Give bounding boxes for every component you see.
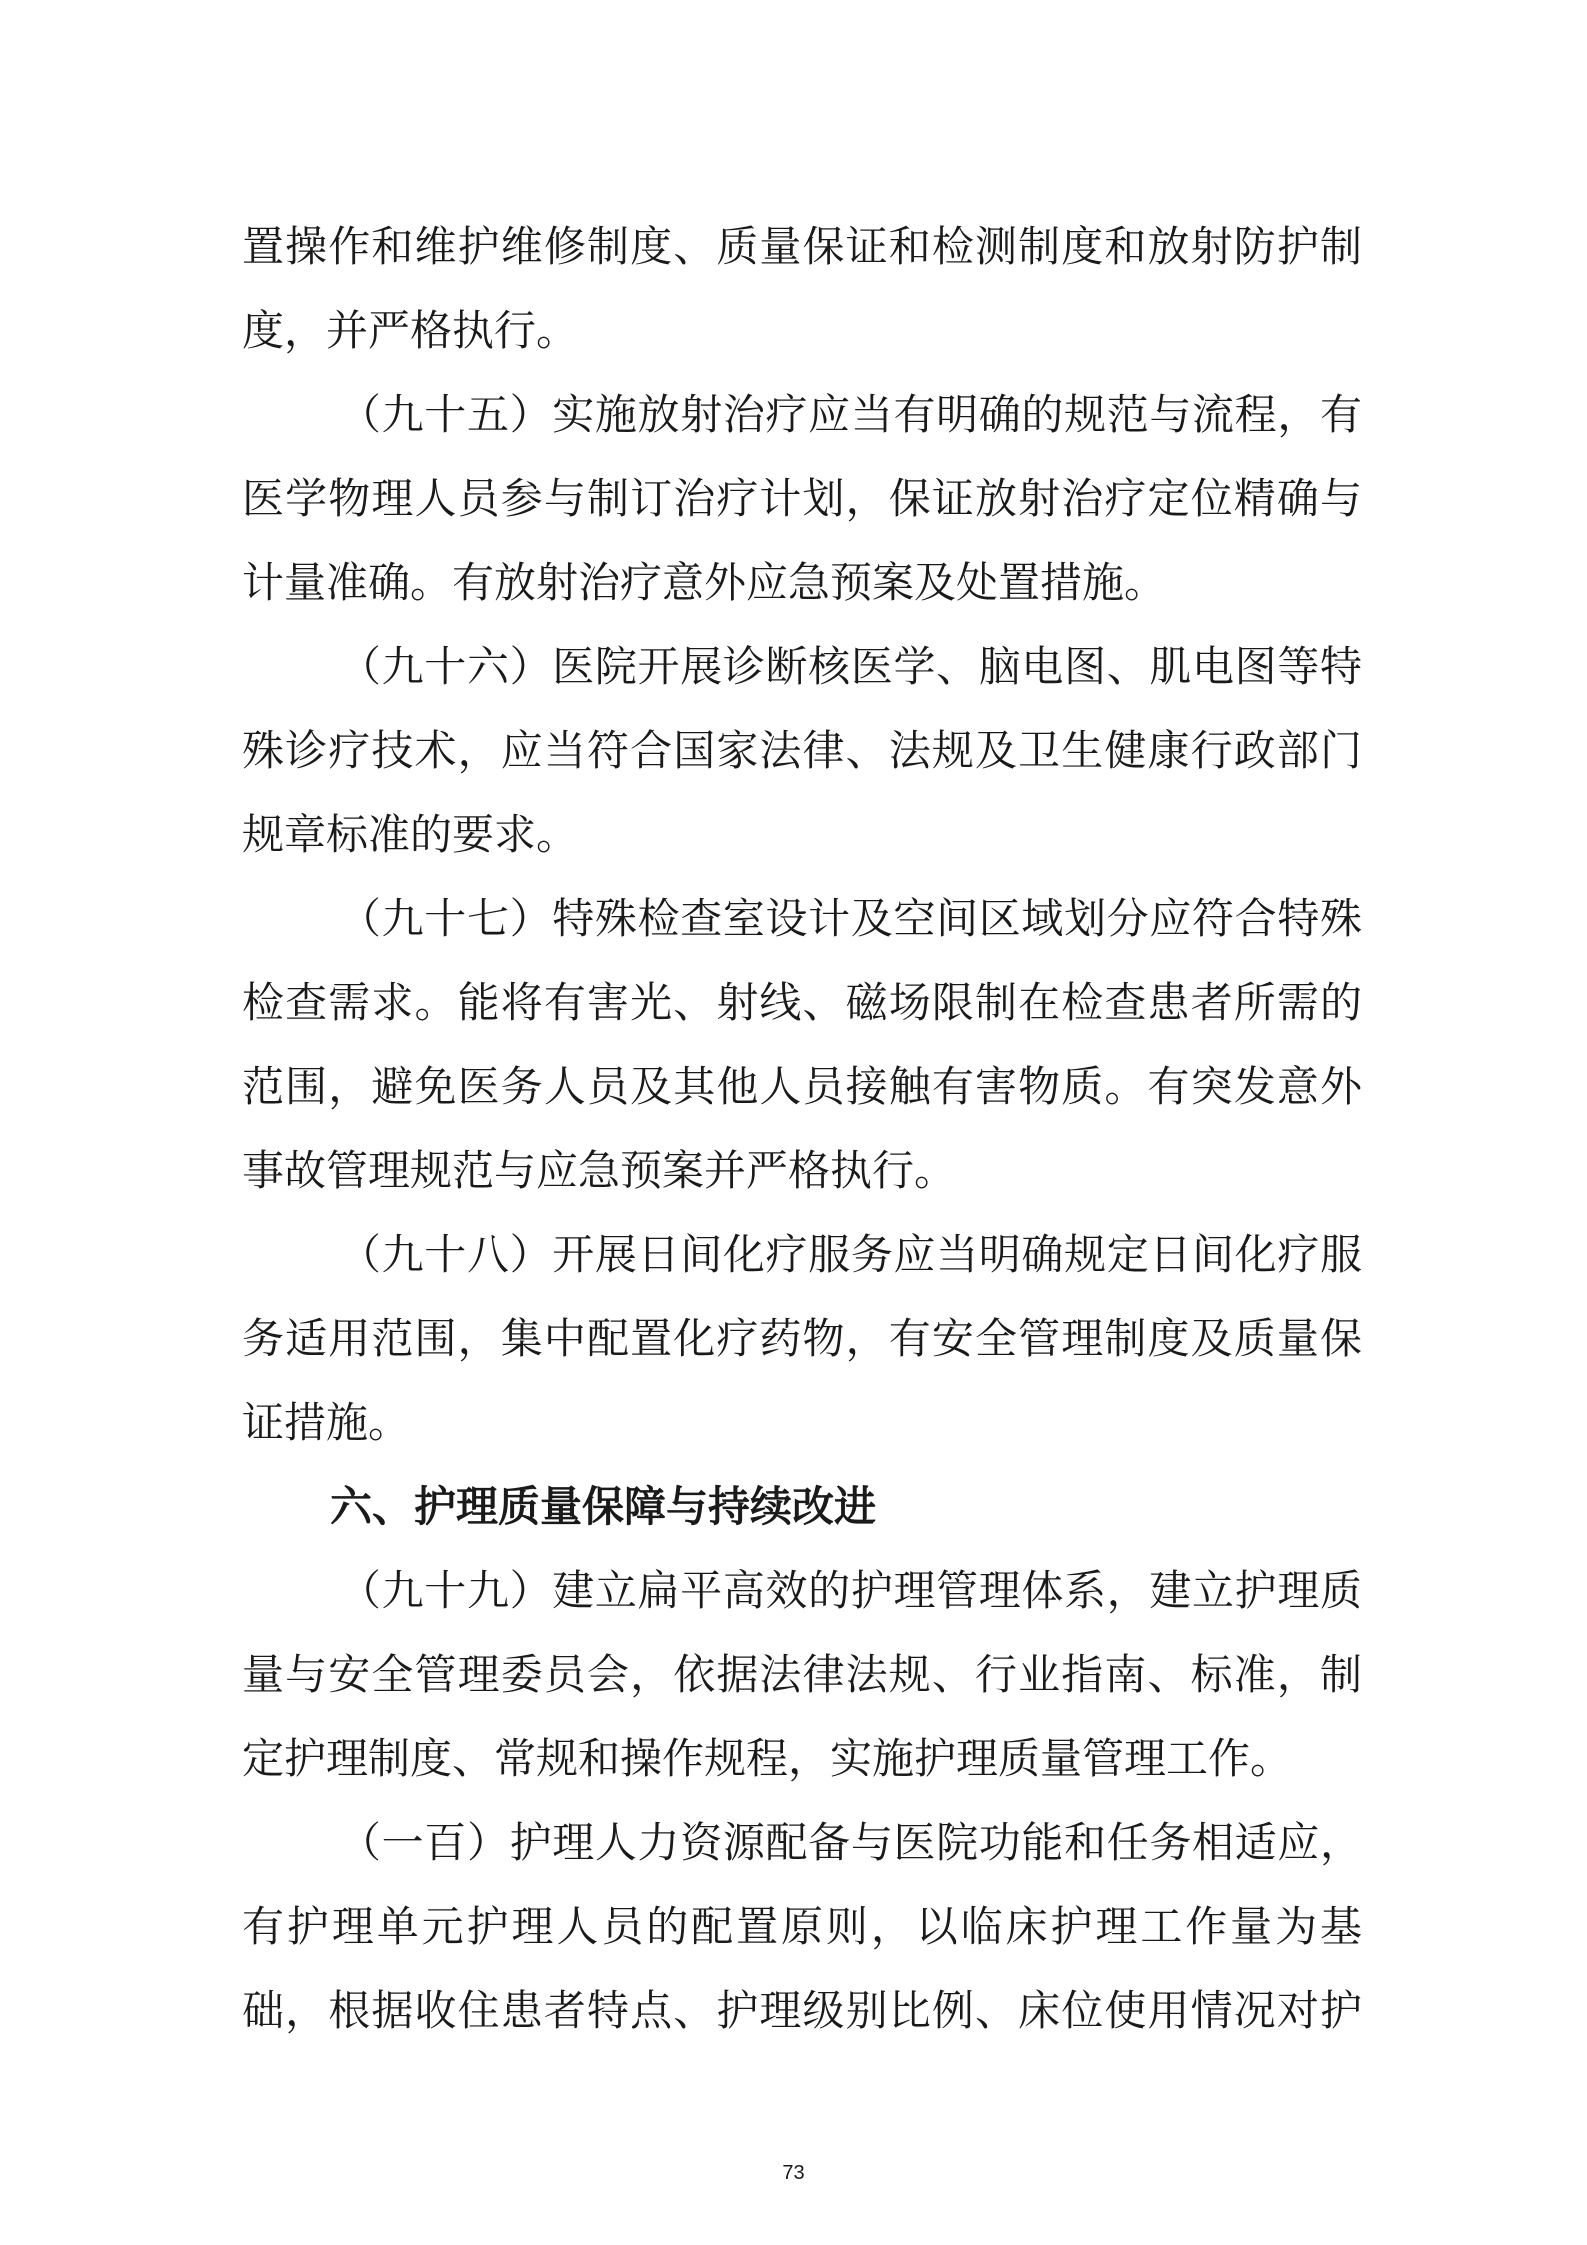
text-line: 证措施。 xyxy=(242,1398,411,1447)
text-line: 置操作和维护维修制度、质量保证和检测制度和放射防护制 xyxy=(242,222,1362,271)
section-heading: 六、护理质量保障与持续改进 xyxy=(330,1482,877,1531)
text-line: 务适用范围，集中配置化疗药物，有安全管理制度及质量保 xyxy=(242,1314,1362,1363)
text-line: 定护理制度、常规和操作规程，实施护理质量管理工作。 xyxy=(242,1734,1293,1783)
text-line: 规章标准的要求。 xyxy=(242,810,579,859)
text-line: （九十九）建立扁平高效的护理管理体系，建立护理质 xyxy=(339,1566,1362,1615)
text-line: 量与安全管理委员会，依据法律法规、行业指南、标准，制 xyxy=(242,1650,1362,1699)
text-line: 计量准确。有放射治疗意外应急预案及处置措施。 xyxy=(242,558,1167,607)
page-number: 73 xyxy=(782,2162,805,2184)
text-line: 事故管理规范与应急预案并严格执行。 xyxy=(242,1146,957,1195)
text-line: 医学物理人员参与制订治疗计划，保证放射治疗定位精确与 xyxy=(242,474,1362,523)
text-line: （一百）护理人力资源配备与医院功能和任务相适应， xyxy=(339,1818,1362,1867)
text-line: 有护理单元护理人员的配置原则，以临床护理工作量为基 xyxy=(242,1902,1362,1951)
text-line: 础，根据收住患者特点、护理级别比例、床位使用情况对护 xyxy=(242,1986,1362,2035)
text-line: 范围，避免医务人员及其他人员接触有害物质。有突发意外 xyxy=(242,1062,1362,1111)
text-line: （九十五）实施放射治疗应当有明确的规范与流程，有 xyxy=(339,390,1362,439)
text-line: 殊诊疗技术，应当符合国家法律、法规及卫生健康行政部门 xyxy=(242,726,1362,775)
text-line: （九十六）医院开展诊断核医学、脑电图、肌电图等特 xyxy=(339,642,1362,691)
body-text xyxy=(242,205,1362,2053)
text-line: 度，并严格执行。 xyxy=(242,306,579,355)
text-line: （九十七）特殊检查室设计及空间区域划分应符合特殊 xyxy=(339,894,1362,943)
text-line: （九十八）开展日间化疗服务应当明确规定日间化疗服 xyxy=(339,1230,1362,1279)
text-line: 检查需求。能将有害光、射线、磁场限制在检查患者所需的 xyxy=(242,978,1362,1027)
